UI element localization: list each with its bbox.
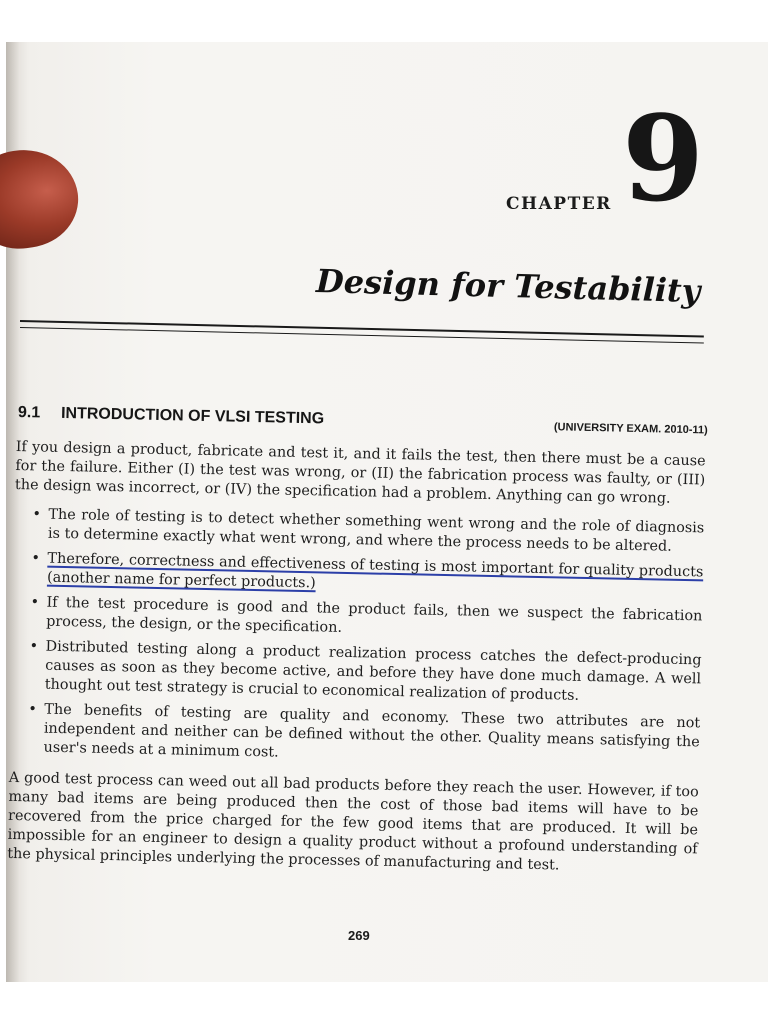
exam-note: (UNIVERSITY EXAM. 2010-11) <box>553 421 708 437</box>
bullet-text: If the test procedure is good and the product fails, then we suspect the fabrication process, the design, or the specification. <box>45 594 703 636</box>
list-item <box>31 549 704 601</box>
bullet-text: Therefore, correctness and effectiveness of testing is most important for quality products (another name for perfect products.) <box>46 550 704 592</box>
bullet-icon: • <box>30 594 40 611</box>
bullet-text: The role of testing is to detect whether something went wrong and the role of diagnosis is to determine exactly what went wrong, and where the process needs to be altered. <box>47 506 705 555</box>
chapter-number: 9 <box>622 89 705 228</box>
closing-paragraph: A good test process can weed out all bad products before they reach the user. However, if too many bad items are being produced then the cost of those bad items will have to be recovered from the price charged for the few good items that are produced. It will be impossible for an engineer to design a quality product without a profound understanding of the physical principles underlying the processes of manufacturing and test. <box>7 769 699 874</box>
bullet-icon: • <box>29 638 39 655</box>
section-number: 9.1 <box>17 404 41 422</box>
bullet-icon: • <box>32 506 42 523</box>
bullet-icon: • <box>31 550 41 567</box>
list-item <box>29 637 702 708</box>
body-text <box>7 438 706 888</box>
intro-paragraph: If you design a product, fabricate and test it, and it fails the test, then there must be a cause for the failure. Either (I) the test was wrong, or (II) the fabrication process was faulty, or (III) the design was incorrect, or (IV) the specification had a problem. Anything can go wrong. <box>14 438 706 507</box>
list-item <box>27 700 700 771</box>
page-number: 269 <box>348 928 370 943</box>
section-title: INTRODUCTION OF VLSI TESTING <box>60 404 325 428</box>
chapter-title: Design for Testability <box>315 262 701 311</box>
bullet-icon: • <box>28 701 37 718</box>
list-item <box>30 593 703 645</box>
bullet-text: Distributed testing along a product realization process catches the defect-producing causes as soon as they become active, and before they have done much damage. A well thought out test strategy is crucial to economical realization of products. <box>44 638 702 704</box>
bullet-text: The benefits of testing are quality and economy. These two attributes are not independent and neither can be defined without the other. Quality means satisfying the user's needs at a minimum cost. <box>43 701 701 761</box>
bullet-list <box>9 505 704 771</box>
chapter-label: CHAPTER <box>506 194 612 214</box>
list-item <box>32 505 705 557</box>
